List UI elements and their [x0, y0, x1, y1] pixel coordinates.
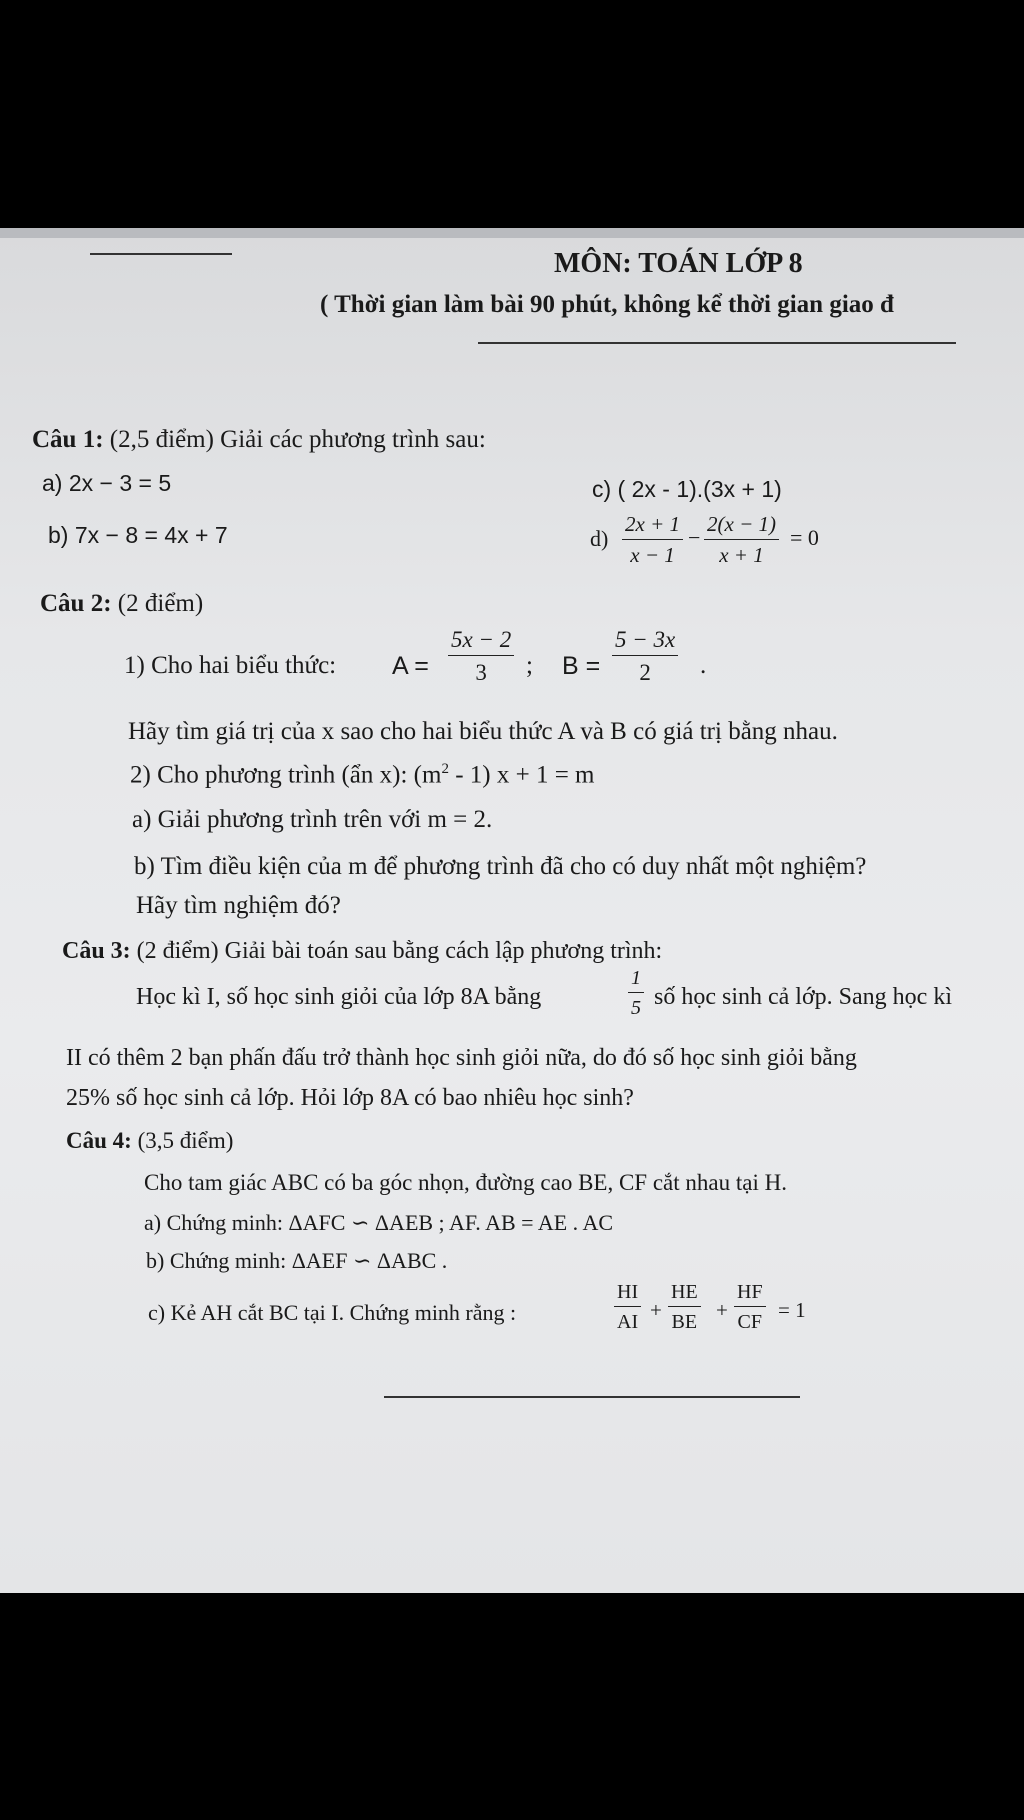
q2-p1-task: Hãy tìm giá trị của x sao cho hai biểu thức A và B có giá trị bằng nhau.: [128, 718, 838, 745]
q4-f1-num: HI: [614, 1282, 641, 1307]
q2-p2-exponent: 2: [441, 761, 449, 777]
q2-A-fraction: [448, 628, 514, 684]
q1-a: a) 2x − 3 = 5: [42, 470, 172, 496]
q3-title: Câu 3:: [62, 938, 131, 964]
q2-B-den: 2: [639, 660, 651, 685]
q4-f1-den: AI: [617, 1311, 639, 1333]
q1-d-fraction-1: [622, 514, 683, 566]
time-note: ( Thời gian làm bài 90 phút, không kể thời gian giao đ: [320, 291, 894, 318]
q3-line2: II có thêm 2 bạn phấn đấu trở thành học sinh giỏi nữa, do đó số học sinh giỏi bằng: [66, 1045, 857, 1071]
exam-paper: [0, 228, 1024, 1593]
q3-f-den: 5: [631, 997, 641, 1019]
footer-rule: [384, 1396, 800, 1398]
q1-b: b) 7x − 8 = 4x + 7: [48, 522, 228, 548]
q3-line1-post: số học sinh cả lớp. Sang học kì: [654, 984, 952, 1010]
q4-f2-den: BE: [671, 1311, 698, 1333]
q2-p2-b: b) Tìm điều kiện của m để phương trình đã cho có duy nhất một nghiệm?: [134, 853, 867, 880]
q2-separator: ;: [526, 652, 533, 679]
q1-d-f1-den: x − 1: [630, 543, 675, 567]
q2-title: Câu 2:: [40, 590, 112, 617]
q4-title: Câu 4:: [66, 1128, 132, 1153]
q2-A-num: 5x − 2: [448, 628, 514, 656]
q2-p2-b2: Hãy tìm nghiệm đó?: [136, 892, 341, 919]
q2-B-fraction: [612, 628, 678, 684]
q4-heading: [66, 1128, 233, 1154]
q3-line3: 25% số học sinh cả lớp. Hỏi lớp 8A có bao nhiêu học sinh?: [66, 1085, 634, 1111]
paper-top-edge: [0, 228, 1024, 238]
q4-f3-num: HF: [734, 1282, 766, 1307]
q4-f3-den: CF: [737, 1311, 763, 1333]
q3-f-num: 1: [628, 968, 644, 993]
q2-p2-rest: - 1) x + 1 = m: [448, 761, 595, 789]
q4-fraction-3: [734, 1282, 766, 1332]
q1-desc: (2,5 điểm) Giải các phương trình sau:: [109, 426, 486, 453]
q3-heading: [62, 938, 662, 965]
q4-desc: (3,5 điểm): [137, 1128, 234, 1153]
q2-p2-intro: [130, 761, 595, 789]
header-right-rule: [478, 342, 956, 344]
q1-d-f1-num: 2x + 1: [622, 514, 683, 540]
q2-B-label: B =: [562, 652, 601, 680]
q4-intro: Cho tam giác ABC có ba góc nhọn, đường cao BE, CF cắt nhau tại H.: [144, 1170, 787, 1195]
q4-b: b) Chứng minh: ΔAEF ∽ ΔABC .: [146, 1248, 448, 1273]
q1-heading: [32, 426, 486, 454]
q2-desc: (2 điểm): [117, 590, 204, 617]
q2-p2-intro-text: 2) Cho phương trình (ẩn x): (m: [130, 761, 442, 789]
subject-title: MÔN: TOÁN LỚP 8: [554, 248, 803, 279]
q4-fraction-2: [668, 1282, 701, 1332]
q1-d-equals: = 0: [790, 525, 819, 550]
q2-B-num: 5 − 3x: [612, 628, 678, 656]
q4-a: a) Chứng minh: ΔAFC ∽ ΔAEB ; AF. AB = AE . AC: [144, 1210, 614, 1235]
q1-d-f2-den: x + 1: [719, 543, 764, 567]
q2-end: .: [700, 652, 707, 679]
q3-fraction: [628, 968, 644, 1018]
q2-heading: [40, 590, 203, 618]
q4-plus-1: +: [650, 1298, 662, 1322]
q4-c-pre: c) Kẻ AH cắt BC tại I. Chứng minh rằng :: [148, 1300, 517, 1325]
q4-plus-2: +: [716, 1298, 728, 1322]
q1-d-label: d): [590, 526, 609, 551]
header-left-rule: [90, 253, 232, 255]
q3-desc: (2 điểm) Giải bài toán sau bằng cách lập phương trình:: [136, 938, 663, 964]
q3-line1-pre: Học kì I, số học sinh giỏi của lớp 8A bằng: [136, 984, 542, 1010]
q1-d-f2-num: 2(x − 1): [704, 514, 779, 540]
q2-p1-intro: 1) Cho hai biểu thức:: [124, 652, 337, 679]
q4-f2-num: HE: [668, 1282, 701, 1307]
q1-title: Câu 1:: [32, 426, 104, 453]
q4-fraction-1: [614, 1282, 641, 1332]
q1-c: c) ( 2x - 1).(3x + 1): [592, 476, 782, 502]
q1-d-fraction-2: [704, 514, 779, 566]
q2-A-den: 3: [475, 660, 487, 685]
q2-A-label: A =: [392, 652, 429, 680]
q4-c-equals: = 1: [778, 1298, 806, 1322]
q2-p2-a: a) Giải phương trình trên với m = 2.: [132, 806, 493, 833]
q1-d-minus: −: [688, 525, 701, 550]
